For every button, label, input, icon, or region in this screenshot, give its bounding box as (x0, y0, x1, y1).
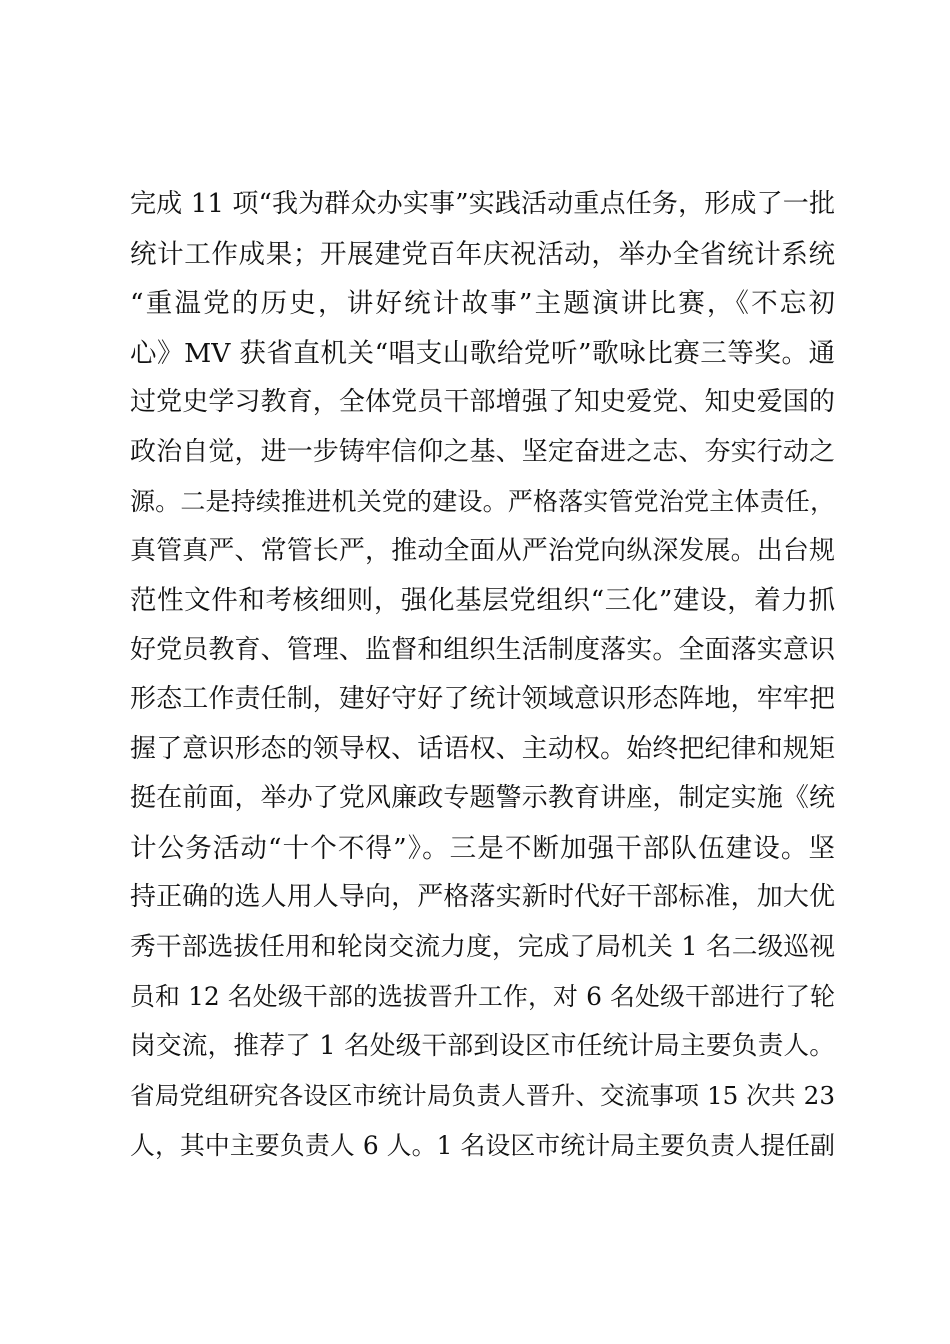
text-line: 形态工作责任制，建好守好了统计领域意识形态阵地，牢牢把 (130, 684, 835, 714)
text-line: 秀干部选拔任用和轮岗交流力度，完成了局机关 1 名二级巡视 (130, 931, 835, 962)
text-line: 员和 12 名处级干部的选拔晋升工作，对 6 名处级干部进行了轮 (130, 982, 835, 1011)
text-line: 人，其中主要负责人 6 人。1 名设区市统计局主要负责人提任副 (130, 1130, 835, 1160)
text-line: 真管真严、常管长严，推动全面从严治党向纵深发展。出台规 (130, 535, 835, 566)
text-line: 心》MV 获省直机关“唱支山歌给党听”歌咏比赛三等奖。通 (130, 337, 835, 369)
text-line: 政治自觉，进一步铸牢信仰之基、坚定奋进之志、夯实行动之 (130, 436, 835, 467)
text-line: 好党员教育、管理、监督和组织生活制度落实。全面落实意识 (130, 634, 835, 665)
text-line: “重温党的历史，讲好统计故事”主题演讲比赛，《不忘初 (130, 288, 835, 319)
text-line: 统计工作成果；开展建党百年庆祝活动，举办全省统计系统 (130, 238, 835, 270)
text-line: 持正确的选人用人导向，严格落实新时代好干部标准，加大优 (130, 882, 835, 912)
text-line: 完成 11 项“我为群众办实事”实践活动重点任务，形成了一批 (130, 189, 835, 219)
text-line: 源。二是持续推进机关党的建设。严格落实管党治党主体责任， (130, 487, 835, 516)
text-line: 省局党组研究各设区市统计局负责人晋升、交流事项 15 次共 23 (130, 1081, 835, 1110)
text-line: 过党史学习教育，全体党员干部增强了知史爱党、知史爱国的 (130, 387, 835, 417)
text-line: 范性文件和考核细则，强化基层党组织“三化”建设，着力抓 (130, 585, 835, 616)
text-line: 岗交流，推荐了 1 名处级干部到设区市任统计局主要负责人。 (130, 1030, 835, 1061)
text-line: 计公务活动“十个不得”》。三是不断加强干部队伍建设。坚 (130, 832, 835, 864)
body-text (130, 180, 835, 1170)
text-line: 握了意识形态的领导权、话语权、主动权。始终把纪律和规矩 (130, 733, 835, 764)
text-line: 挺在前面，举办了党风廉政专题警示教育讲座，制定实施《统 (130, 783, 835, 813)
